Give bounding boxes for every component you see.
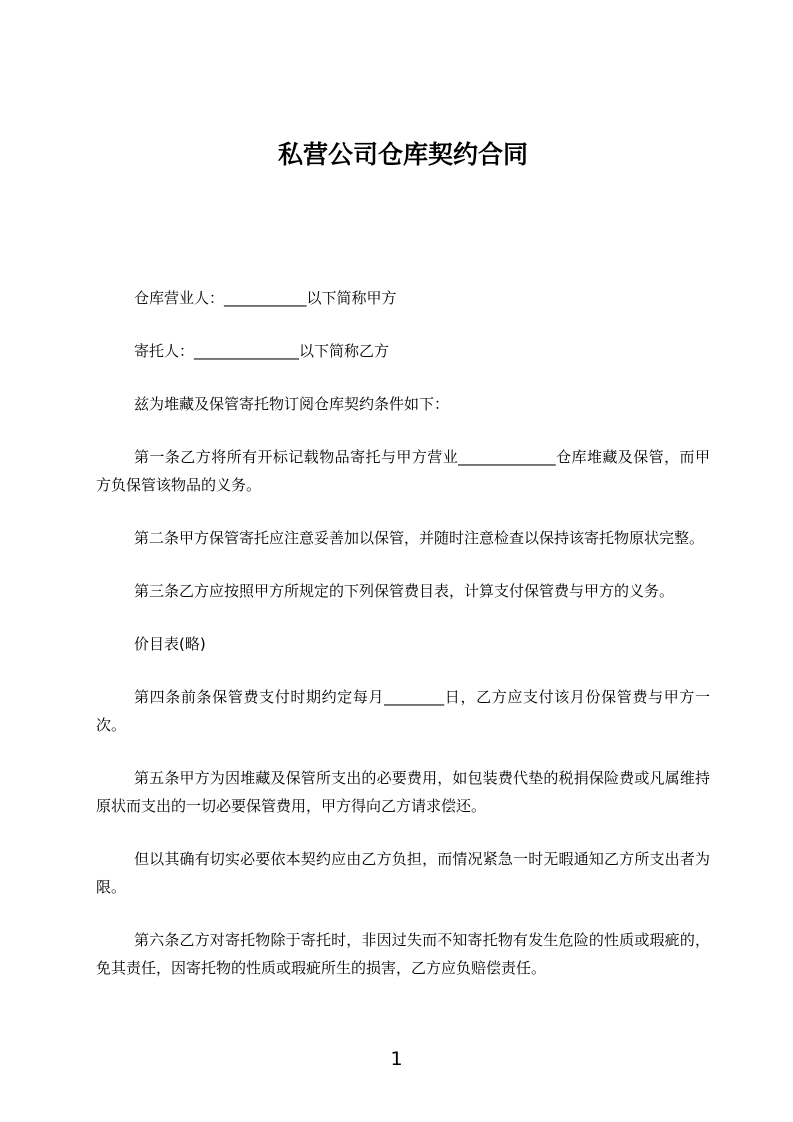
clause-1-paragraph: 第一条乙方将所有开标记载物品寄托与甲方营业_____________仓库堆藏及保管，而甲方负保管该物品的义务。	[96, 448, 710, 494]
clause-4-paragraph: 第四条前条保管费支付时期约定每月________日，乙方应支付该月份保管费与甲方一次。	[96, 688, 710, 734]
warehouse-operator-line: 仓库营业人：___________以下简称甲方	[134, 289, 397, 307]
clause-2-paragraph: 第二条甲方保管寄托应注意妥善加以保管，并随时注意检查以保持该寄托物原状完整。	[134, 529, 705, 547]
clause-5-proviso-paragraph: 但以其确有切实必要依本契约应由乙方负担，而情况紧急一时无暇通知乙方所支出者为限。	[96, 850, 710, 896]
clause-5-paragraph: 第五条甲方为因堆藏及保管所支出的必要费用，如包装费代垫的税捐保险费或凡属维持原状而支出的一切必要保管费用，甲方得向乙方请求偿还。	[96, 769, 710, 815]
preamble-line: 兹为堆藏及保管寄托物订阅仓库契约条件如下：	[134, 395, 450, 413]
clause-3-paragraph: 第三条乙方应按照甲方所规定的下列保管费目表，计算支付保管费与甲方的义务。	[134, 582, 675, 600]
page-number: 1	[390, 1048, 403, 1070]
clause-6-paragraph: 第六条乙方对寄托物除于寄托时，非因过失而不知寄托物有发生危险的性质或瑕疵的，免其责任，因寄托物的性质或瑕疵所生的损害，乙方应负赔偿责任。	[96, 931, 710, 977]
depositor-line: 寄托人：______________以下简称乙方	[134, 342, 390, 360]
price-list-note: 价目表(略)	[134, 635, 206, 653]
document-title: 私营公司仓库契约合同	[277, 140, 528, 169]
document-body	[96, 284, 710, 982]
